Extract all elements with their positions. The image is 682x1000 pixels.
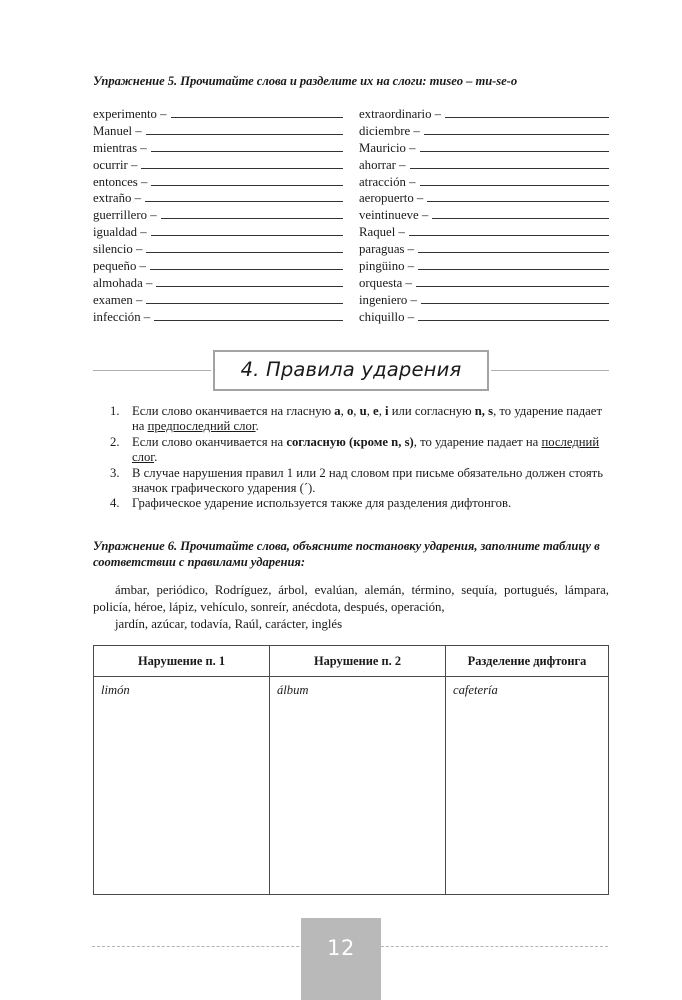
answer-blank-line[interactable] xyxy=(432,205,609,219)
rule-text: В случае нарушения правил 1 или 2 над словом при письме обязательно должен стоять значок графического ударения (´). xyxy=(132,465,603,496)
word-fill-row xyxy=(93,222,343,239)
word-label: pingüino – xyxy=(359,259,415,274)
rule-number: 1. xyxy=(110,404,120,418)
answer-blank-line[interactable] xyxy=(154,307,343,321)
answer-blank-line[interactable] xyxy=(156,273,343,287)
answer-blank-line[interactable] xyxy=(445,104,609,118)
table-header-cell: Разделение дифтонга xyxy=(446,646,609,677)
word-label: examen – xyxy=(93,292,143,307)
banner-rule-right xyxy=(491,370,609,371)
rule-number: 3. xyxy=(110,465,120,480)
word-label: ahorrar – xyxy=(359,157,406,172)
exercise-6-heading: Упражнение 6. Прочитайте слова, объясните постановку ударения, заполните таблицу в соответствии с правилами ударения: xyxy=(93,539,600,569)
word-fill-row xyxy=(359,239,609,256)
rule-number: 2. xyxy=(110,434,120,449)
answer-blank-line[interactable] xyxy=(409,222,609,236)
stress-rules-list xyxy=(110,404,609,512)
section-title-banner xyxy=(93,349,609,391)
table-cell[interactable]: limón xyxy=(94,677,270,895)
rule-item xyxy=(110,496,609,511)
answer-blank-line[interactable] xyxy=(420,172,610,186)
word-fill-row xyxy=(359,205,609,222)
word-fill-row xyxy=(93,155,343,172)
answer-blank-line[interactable] xyxy=(161,205,343,219)
word-label: experimento – xyxy=(93,107,167,121)
answer-blank-line[interactable] xyxy=(410,155,609,169)
answer-blank-line[interactable] xyxy=(427,188,609,202)
table-row[interactable] xyxy=(94,677,609,895)
word-label: Manuel – xyxy=(93,123,142,138)
word-fill-row xyxy=(359,188,609,205)
word-label: veintinueve – xyxy=(359,208,429,223)
answer-blank-line[interactable] xyxy=(146,239,343,253)
rule-text: Графическое ударение используется также для разделения дифтонгов. xyxy=(132,496,512,511)
word-fill-row xyxy=(359,256,609,273)
word-list-line-1: ámbar, periódico, Rodríguez, árbol, evalúan, alemán, término, sequía, portugués, lámpara, policía, héroe, lápiz, vehículo, sonreír, anécdota, después, operación, xyxy=(93,583,609,615)
banner-rule-left xyxy=(93,370,211,371)
word-fill-row xyxy=(359,138,609,155)
word-column-left xyxy=(93,104,343,324)
answer-blank-line[interactable] xyxy=(146,290,343,304)
table-header-cell: Нарушение п. 1 xyxy=(94,646,270,677)
table-header-row xyxy=(94,646,609,677)
stress-classification-table xyxy=(93,645,609,895)
word-label: orquesta – xyxy=(359,275,412,290)
answer-blank-line[interactable] xyxy=(418,256,609,270)
word-list-line-2: jardín, azúcar, todavía, Raúl, carácter, inglés xyxy=(115,617,343,632)
word-label: extraño – xyxy=(93,191,141,206)
word-fill-row xyxy=(359,155,609,172)
word-label: igualdad – xyxy=(93,225,147,240)
word-fill-row xyxy=(93,138,343,155)
answer-blank-line[interactable] xyxy=(141,155,343,169)
word-label: ocurrir – xyxy=(93,157,138,172)
word-label: Mauricio – xyxy=(359,140,416,155)
section-title-text: 4. Правила ударения xyxy=(240,357,462,381)
answer-blank-line[interactable] xyxy=(421,290,609,304)
word-fill-row xyxy=(359,222,609,239)
word-fill-row xyxy=(359,307,609,324)
word-fill-row xyxy=(359,290,609,307)
word-fill-row xyxy=(93,256,343,273)
word-label: extraordinario – xyxy=(359,107,442,121)
rule-item xyxy=(110,404,609,435)
exercise-5-word-columns xyxy=(93,104,609,324)
word-label: Raquel – xyxy=(359,225,405,240)
word-label: silencio – xyxy=(93,242,143,257)
word-fill-row xyxy=(93,290,343,307)
answer-blank-line[interactable] xyxy=(151,138,343,152)
word-label: entonces – xyxy=(93,174,148,189)
word-fill-row xyxy=(93,121,343,138)
word-fill-row xyxy=(93,104,343,121)
exercise-5-heading: Упражнение 5. Прочитайте слова и разделите их на слоги: museo – mu-se-o xyxy=(93,74,518,88)
word-label: pequeño – xyxy=(93,259,146,274)
page-number-badge: 12 xyxy=(301,918,381,1000)
word-fill-row xyxy=(93,205,343,222)
word-fill-row xyxy=(359,104,609,121)
exercise-6-word-list xyxy=(93,582,609,634)
word-label: infección – xyxy=(93,309,151,324)
rule-number: 4. xyxy=(110,496,120,511)
section-title-box xyxy=(213,350,490,391)
word-fill-row xyxy=(93,172,343,189)
word-fill-row xyxy=(93,188,343,205)
word-label: atracción – xyxy=(359,174,416,189)
answer-blank-line[interactable] xyxy=(146,121,343,135)
word-label: ingeniero – xyxy=(359,292,417,307)
answer-blank-line[interactable] xyxy=(416,273,609,287)
word-fill-row xyxy=(93,239,343,256)
word-label: paraguas – xyxy=(359,242,415,257)
word-column-right xyxy=(359,104,609,324)
word-label: guerrillero – xyxy=(93,208,157,223)
word-label: diciembre – xyxy=(359,123,420,138)
rule-text: Если слово оканчивается на гласную a, o, u, e, i или согласную n, s, то ударение падает на предпоследний слог. xyxy=(132,404,602,434)
answer-blank-line[interactable] xyxy=(151,222,343,236)
rule-text: Если слово оканчивается на согласную (кроме n, s), то ударение падает на последний слог. xyxy=(132,434,600,465)
answer-blank-line[interactable] xyxy=(424,121,609,135)
word-label: mientras – xyxy=(93,140,147,155)
word-fill-row xyxy=(359,121,609,138)
answer-blank-line[interactable] xyxy=(150,256,343,270)
word-fill-row xyxy=(359,172,609,189)
answer-blank-line[interactable] xyxy=(151,172,343,186)
table-cell[interactable]: cafetería xyxy=(446,677,609,895)
word-label: almohada – xyxy=(93,275,153,290)
rule-item xyxy=(110,435,609,466)
word-label: chiquillo – xyxy=(359,309,415,324)
answer-blank-line[interactable] xyxy=(171,104,343,118)
word-fill-row xyxy=(93,307,343,324)
answer-blank-line[interactable] xyxy=(418,307,609,321)
table-cell[interactable]: álbum xyxy=(270,677,446,895)
word-fill-row xyxy=(93,273,343,290)
word-fill-row xyxy=(359,273,609,290)
answer-blank-line[interactable] xyxy=(418,239,609,253)
table-header-cell: Нарушение п. 2 xyxy=(270,646,446,677)
word-label: aeropuerto – xyxy=(359,191,424,206)
answer-blank-line[interactable] xyxy=(145,188,343,202)
answer-blank-line[interactable] xyxy=(420,138,609,152)
rule-item xyxy=(110,466,609,497)
